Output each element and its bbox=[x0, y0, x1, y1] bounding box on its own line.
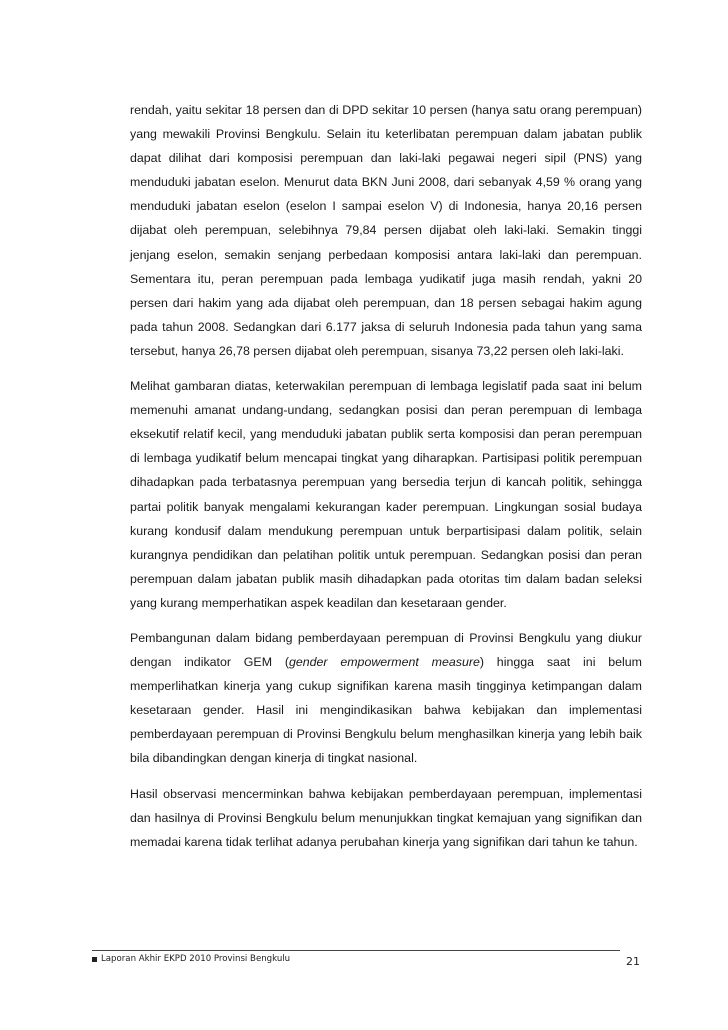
square-bullet-icon bbox=[92, 957, 97, 962]
document-body bbox=[130, 98, 642, 865]
paragraph-1: rendah, yaitu sekitar 18 persen dan di DPD sekitar 10 persen (hanya satu orang perempuan) yang mewakili Provinsi Bengkulu. Selain itu keterlibatan perempuan dalam jabatan publik dapat dilihat dari komposisi perempuan dan laki-laki pegawai negeri sipil (PNS) yang menduduki jabatan eselon. Menurut data BKN Juni 2008, dari sebanyak 4,59 % orang yang menduduki jabatan eselon (eselon I sampai eselon V) di Indonesia, hanya 20,16 persen dijabat oleh perempuan, selebihnya 79,84 persen dijabat oleh laki-laki. Semakin tinggi jenjang eselon, semakin senjang perbedaan komposisi antara laki-laki dan perempuan. Sementara itu, peran perempuan pada lembaga yudikatif juga masih rendah, yakni 20 persen dari hakim yang ada dijabat oleh perempuan, dan 18 persen sebagai hakim agung pada tahun 2008. Sedangkan dari 6.177 jaksa di seluruh Indonesia pada tahun yang sama tersebut, hanya 26,78 persen dijabat oleh perempuan, sisanya 73,22 persen oleh laki-laki. bbox=[130, 103, 642, 358]
paragraph-3-text-start: Pembangunan dalam bidang pemberdayaan perempuan di Provinsi Bengkulu yang diukur dengan indikator GEM ( bbox=[130, 630, 642, 670]
paragraph-4: Hasil observasi mencerminkan bahwa kebijakan pemberdayaan perempuan, implementasi dan hasilnya di Provinsi Bengkulu belum menunjukkan tingkat kemajuan yang signifikan dan memadai karena tidak terlihat adanya perubahan kinerja yang signifikan dari tahun ke tahun. bbox=[130, 786, 642, 849]
paragraph-3 bbox=[130, 626, 642, 771]
footer-divider bbox=[92, 950, 620, 951]
footer bbox=[92, 954, 290, 964]
page-number: 21 bbox=[626, 955, 640, 968]
footer-report-title: Laporan Akhir EKPD 2010 Provinsi Bengkulu bbox=[101, 954, 291, 964]
paragraph-3-italic-term: gender empowerment measure bbox=[288, 655, 480, 670]
paragraph-2: Melihat gambaran diatas, keterwakilan perempuan di lembaga legislatif pada saat ini belum memenuhi amanat undang-undang, sedangkan posisi dan peran perempuan di lembaga eksekutif relatif kecil, yang menduduki jabatan publik serta komposisi dan peran perempuan di lembaga yudikatif belum mencapai tingkat yang diharapkan. Partisipasi politik perempuan dihadapkan pada terbatasnya perempuan yang bersedia terjun di kancah politik, sehingga partai politik banyak mengalami kekurangan kader perempuan. Lingkungan sosial budaya kurang kondusif dalam mendukung perempuan untuk berpartisipasi dalam politik, selain kurangnya pendidikan dan pelatihan politik untuk perempuan. Sedangkan posisi dan peran perempuan dalam jabatan publik masih dihadapkan pada otoritas tim dalam badan seleksi yang kurang memperhatikan aspek keadilan dan kesetaraan gender. bbox=[130, 379, 642, 610]
paragraph-3-text-end: ) hingga saat ini belum memperlihatkan kinerja yang cukup signifikan karena masih tingginya ketimpangan dalam kesetaraan gender. Hasil ini mengindikasikan bahwa kebijakan dan implementasi pemberdayaan perempuan di Provinsi Bengkulu belum menghasilkan kinerja yang lebih baik bila dibandingkan dengan kinerja di tingkat nasional. bbox=[130, 655, 643, 766]
